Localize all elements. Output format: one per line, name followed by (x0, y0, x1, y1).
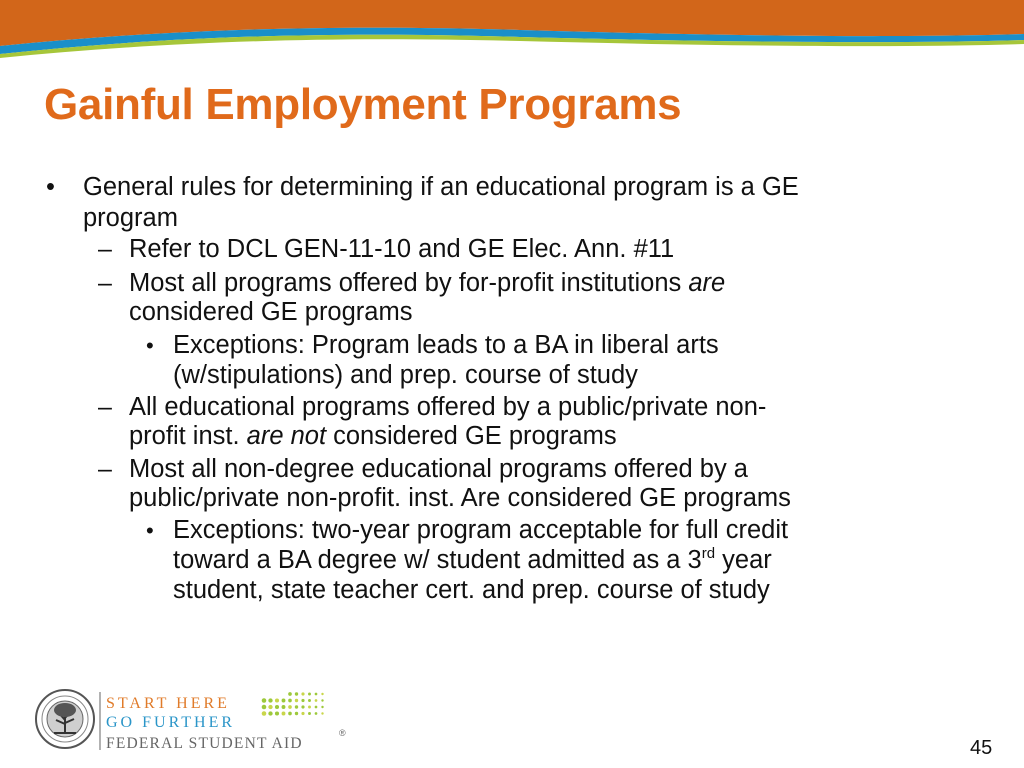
logo-dot (301, 712, 304, 715)
logo-dot (268, 705, 272, 709)
logo-dot (288, 705, 292, 709)
logo-dot (308, 693, 311, 696)
sub-bullet-text-line: public/private non-profit. inst. Are considered GE programs (129, 484, 791, 512)
logo-dot (262, 698, 267, 703)
sub-bullet-text-line: All educational programs offered by a public/private non- (129, 393, 767, 421)
logo-dot (308, 706, 311, 709)
bullet-text-line: General rules for determining if an educational program is a GE (83, 173, 799, 201)
federal-student-aid-logo (34, 686, 364, 756)
logo-dot (288, 712, 292, 716)
sub-sub-bullet-text-line: Exceptions: Program leads to a BA in liberal arts (173, 331, 719, 359)
logo-line-go-further: GO FURTHER (106, 714, 236, 731)
logo-line-federal-student-aid: FEDERAL STUDENT AID (106, 735, 303, 752)
sub-bullet-text-line: considered GE programs (129, 298, 413, 326)
dash-marker: – (98, 235, 112, 263)
bullet-marker: • (46, 173, 55, 201)
emphasis-text: are not (246, 422, 327, 450)
logo-dot (315, 693, 318, 696)
logo-line-start-here: START HERE (106, 695, 230, 712)
logo-dot (301, 692, 304, 695)
logo-dot (321, 706, 323, 708)
logo-dot (275, 705, 279, 709)
logo-dot (288, 692, 292, 696)
page-number: 45 (970, 737, 993, 759)
logo-dot (308, 699, 311, 702)
logo-dot (315, 699, 318, 702)
logo-dot (301, 699, 304, 702)
sub-bullet-text-line: profit inst. are not considered GE programs (129, 422, 617, 450)
logo-dot (268, 711, 272, 715)
logo-dot (275, 698, 279, 702)
sub-sub-bullet-text-line: (w/stipulations) and prep. course of study (173, 361, 638, 389)
sub-sub-bullet-text-line: student, state teacher cert. and prep. course of study (173, 576, 770, 604)
bullet-text-line: program (83, 204, 178, 232)
logo-dot (295, 705, 298, 708)
logo-dot (262, 711, 267, 716)
logo-dot (275, 711, 279, 715)
logo-dot-grid (262, 692, 324, 716)
logo-dot (321, 693, 323, 695)
logo-dot (321, 699, 323, 701)
logo-dot (315, 706, 318, 709)
dot-marker: • (146, 333, 154, 358)
logo-dot (288, 699, 292, 703)
logo-dot (295, 692, 298, 695)
logo-dot (268, 698, 272, 702)
sub-bullet-text-line: Most all non-degree educational programs offered by a (129, 455, 748, 483)
logo-dot (282, 699, 286, 703)
logo-dot (321, 712, 323, 714)
dash-marker: – (98, 455, 112, 483)
sub-sub-bullet-text-line: toward a BA degree w/ student admitted as a 3rd year (173, 545, 772, 574)
registered-mark: ® (339, 728, 346, 738)
logo-dot (282, 705, 286, 709)
logo-dot (295, 712, 298, 715)
dot-marker: • (146, 518, 154, 543)
department-of-education-seal-icon (36, 690, 94, 748)
logo-dot (295, 699, 298, 702)
sub-sub-bullet-text-line: Exceptions: two-year program acceptable for full credit (173, 516, 789, 544)
emphasis-text: are (688, 269, 726, 297)
sub-bullet-text-line: Most all programs offered by for-profit institutions are (129, 269, 726, 297)
slide-title: Gainful Employment Programs (44, 80, 682, 129)
dash-marker: – (98, 393, 112, 421)
top-banner-graphic (0, 0, 1024, 60)
logo-dot (282, 712, 286, 716)
dash-marker: – (98, 269, 112, 297)
logo-dot (315, 712, 318, 715)
logo-dot (301, 705, 304, 708)
logo-dot (262, 705, 267, 710)
sub-bullet-text-line: Refer to DCL GEN-11-10 and GE Elec. Ann. #11 (129, 235, 675, 263)
logo-dot (308, 712, 311, 715)
superscript-text: rd (701, 545, 716, 562)
